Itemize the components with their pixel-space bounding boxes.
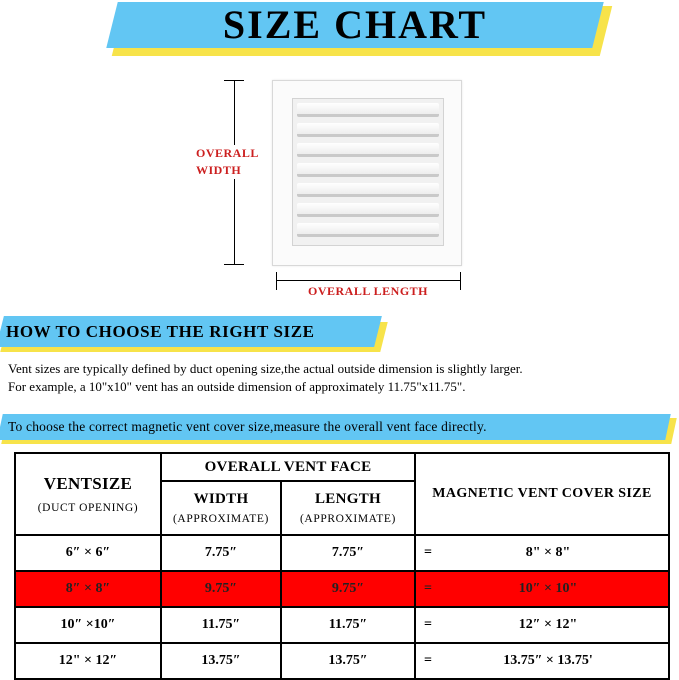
table-row (15, 607, 669, 643)
width-dimension-tick-bottom (224, 264, 244, 265)
cover-size-value: 10″ × 10" (518, 581, 578, 596)
cover-size-cell (415, 607, 669, 643)
vent-louver (297, 123, 439, 137)
vent-louver (297, 143, 439, 157)
length-header (281, 481, 415, 535)
overall-length-label: OVERALL LENGTH (307, 284, 429, 298)
face-width-cell: 9.75″ (161, 571, 281, 607)
overall-width-label-line2: WIDTH (196, 162, 276, 179)
ventsize-header-sub: (DUCT OPENING) (37, 502, 139, 514)
face-width-cell: 13.75″ (161, 643, 281, 679)
width-dimension-tick-top (224, 80, 244, 81)
cover-size-value: 13.75″ × 13.75' (503, 653, 593, 668)
vent-louver (297, 103, 439, 117)
length-dimension-line (276, 280, 460, 281)
vent-louver (297, 163, 439, 177)
vent-size-cell: 6″ × 6″ (15, 535, 161, 571)
face-length-cell: 9.75″ (281, 571, 415, 607)
vent-size-cell: 10″ ×10″ (15, 607, 161, 643)
overall-width-label (196, 145, 276, 179)
description-paragraph-2: For example, a 10"x10" vent has an outside dimension of approximately 11.75"x11.75". (8, 379, 466, 394)
cover-size-cell (415, 571, 669, 607)
face-length-cell: 13.75″ (281, 643, 415, 679)
vent-louver (297, 223, 439, 237)
overall-width-label-line1: OVERALL (196, 145, 276, 162)
table-row (15, 643, 669, 679)
cover-size-value: 12″ × 12" (518, 617, 578, 632)
description-paragraph-1: Vent sizes are typically defined by duct opening size,the actual outside dimension is slightly larger. (8, 361, 523, 376)
face-length-cell: 11.75″ (281, 607, 415, 643)
equals-sign: = (424, 545, 432, 560)
length-dimension-tick-right (460, 272, 461, 290)
equals-sign: = (424, 653, 432, 668)
equals-sign: = (424, 581, 432, 596)
section-heading: HOW TO CHOOSE THE RIGHT SIZE (6, 322, 315, 341)
vent-size-cell: 8″ × 8″ (15, 571, 161, 607)
width-header-title: WIDTH (193, 491, 249, 507)
face-length-cell: 7.75″ (281, 535, 415, 571)
vent-grille (292, 98, 444, 246)
face-width-cell: 11.75″ (161, 607, 281, 643)
face-width-cell: 7.75″ (161, 535, 281, 571)
equals-sign: = (424, 617, 432, 632)
table-row-highlighted (15, 571, 669, 607)
ventsize-header-title: VENTSIZE (43, 474, 133, 493)
instruction-text: To choose the correct magnetic vent cover size,measure the overall vent face directly. (8, 419, 487, 434)
overall-vent-face-header: OVERALL VENT FACE (161, 453, 415, 481)
cover-size-value: 8" × 8" (525, 545, 571, 560)
cover-size-cell (415, 535, 669, 571)
vent-louver (297, 203, 439, 217)
magnetic-cover-size-header: MAGNETIC VENT COVER SIZE (415, 453, 669, 535)
ventsize-header (15, 453, 161, 535)
length-header-sub: (APPROXIMATE) (300, 513, 396, 525)
size-table (14, 452, 668, 678)
table-row (15, 535, 669, 571)
vent-size-cell: 12" × 12″ (15, 643, 161, 679)
length-header-title: LENGTH (315, 491, 381, 507)
page-title: SIZE CHART (222, 2, 488, 47)
width-header-sub: (APPROXIMATE) (173, 513, 269, 525)
vent-louver (297, 183, 439, 197)
cover-size-cell (415, 643, 669, 679)
width-header (161, 481, 281, 535)
